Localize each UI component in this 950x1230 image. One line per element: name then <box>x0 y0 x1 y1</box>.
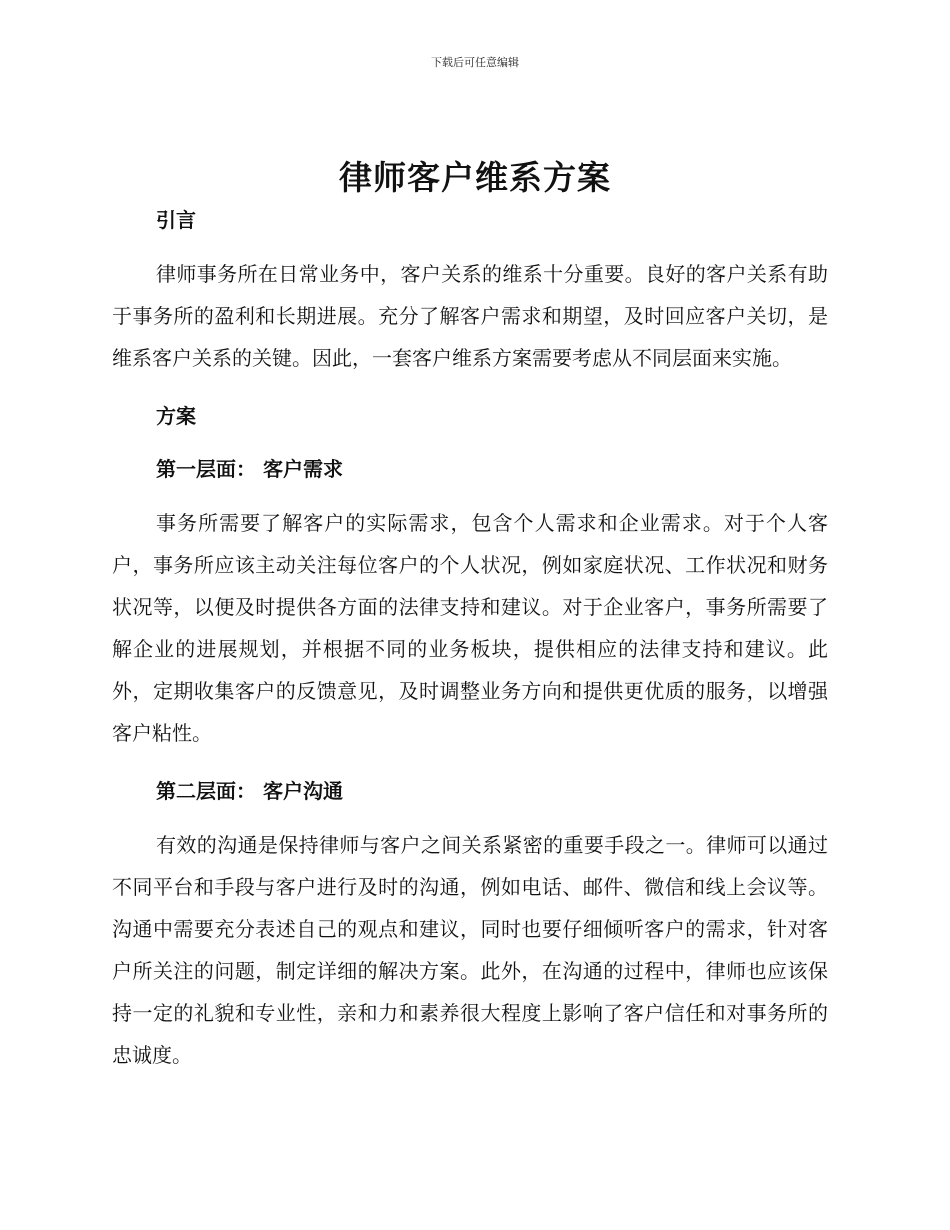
plan-heading: 方案 <box>156 404 196 428</box>
intro-paragraph: 律师事务所在日常业务中，客户关系的维系十分重要。良好的客户关系有助于事务所的盈利和长期进展。充分了解客户需求和期望，及时回应客户关切，是维系客户关系的关键。因此，一套客户维系方案需要考虑从不同层面来实施。 <box>112 262 828 370</box>
intro-heading: 引言 <box>156 208 196 232</box>
level1-heading: 第一层面： 客户需求 <box>156 457 343 481</box>
page-header-note: 下载后可任意编辑 <box>431 56 519 69</box>
document-body <box>112 200 828 1076</box>
level1-paragraph: 事务所需要了解客户的实际需求，包含个人需求和企业需求。对于个人客户，事务所应该主动关注每位客户的个人状况，例如家庭状况、工作状况和财务状况等，以便及时提供各方面的法律支持和建议。对于企业客户，事务所需要了解企业的进展规划，并根据不同的业务板块，提供相应的法律支持和建议。此外，定期收集客户的反馈意见，及时调整业务方向和提供更优质的服务，以增强客户粘性。 <box>112 511 828 745</box>
document-title: 律师客户维系方案 <box>339 158 611 197</box>
level2-paragraph: 有效的沟通是保持律师与客户之间关系紧密的重要手段之一。律师可以通过不同平台和手段与客户进行及时的沟通，例如电话、邮件、微信和线上会议等。沟通中需要充分表述自己的观点和建议，同时也要仔细倾听客户的需求，针对客户所关注的问题，制定详细的解决方案。此外，在沟通的过程中，律师也应该保持一定的礼貌和专业性，亲和力和素养很大程度上影响了客户信任和对事务所的忠诚度。 <box>112 833 828 1067</box>
level2-heading: 第二层面： 客户沟通 <box>156 779 343 803</box>
